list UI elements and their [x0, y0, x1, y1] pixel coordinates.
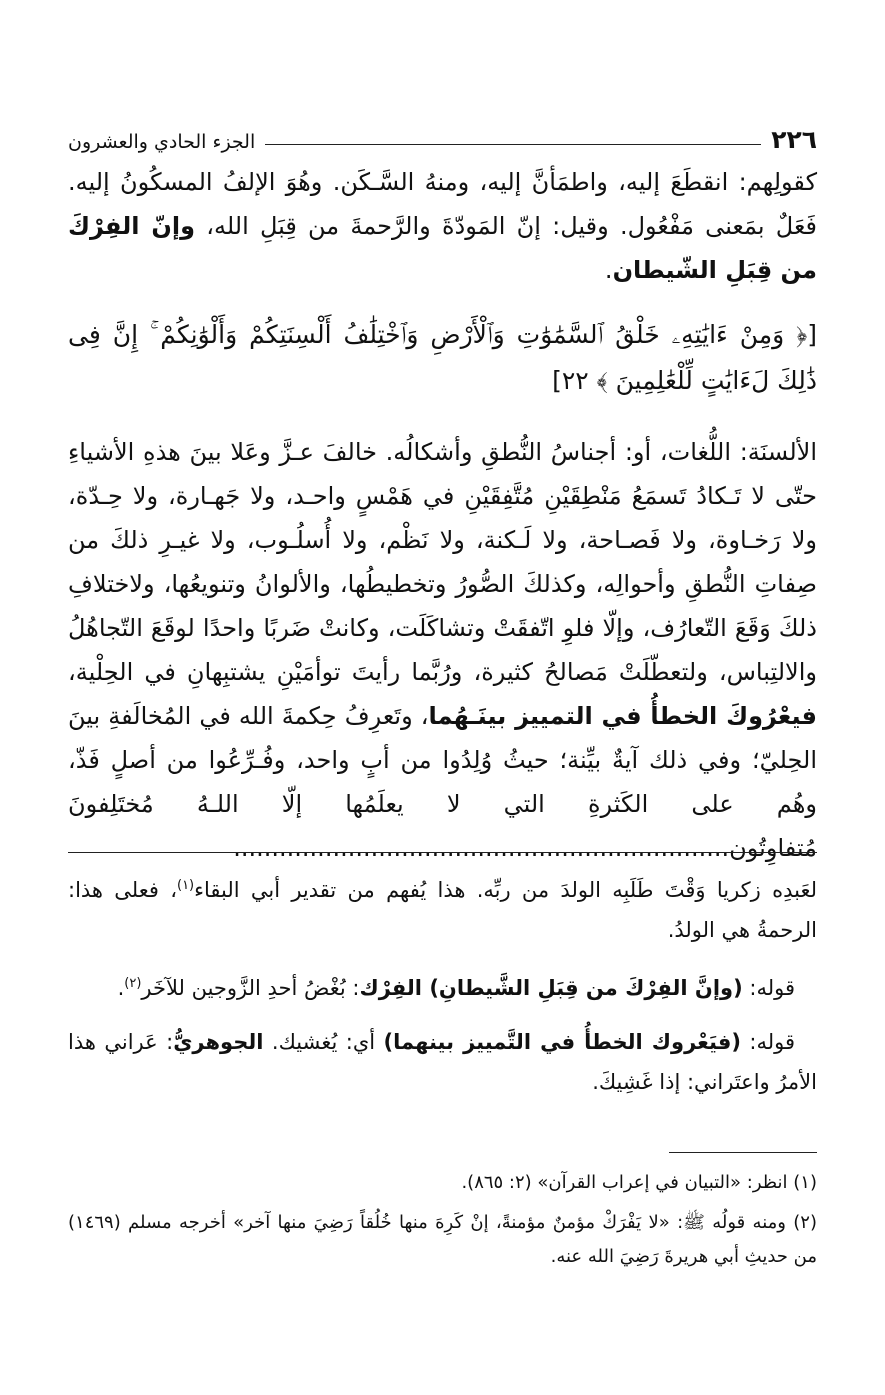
- quran-verse: [﴿ وَمِنْ ءَايَٰتِهِۦ خَلْقُ ٱلسَّمَٰوَٰتِ وَٱلْأَرْضِ وَٱخْتِلَٰفُ أَلْسِنَتِكُمْ وَأَلْوَٰنِكُمْ ۚ إِنَّ فِى ذَٰلِكَ لَءَايَٰتٍ لِّلْعَٰلِمِينَ ﴾ ٢٢]: [68, 320, 817, 395]
- paragraph-text: كقولِهم: انقطَعَ إليه، واطمَأنَّ إليه، ومنهُ السَّـكَن. وهُوَ الإلفُ المسكُونُ إليه. فَعَلٌ بمَعنى مَفْعُول. وقيل: إنّ المَودّةَ والرَّحمةَ من قِبَلِ الله،: [68, 168, 817, 240]
- paragraph-end: .: [604, 256, 613, 284]
- bold-phrase: الجوهريُّ: [173, 1030, 264, 1054]
- commentary-text: قوله:: [740, 1030, 795, 1054]
- commentary-separator: [68, 852, 817, 853]
- header-rule: [265, 144, 761, 145]
- bold-phrase: وإنّ الفِرْكَ من قِبَلِ الشّيطان: [68, 212, 817, 284]
- commentary-text: .: [117, 976, 125, 1000]
- footnote-2: (٢) ومنه قولُه ﷺ: «لا يَفْرَكْ مؤمنٌ مؤمنةً، إنْ كَرِهَ منها خُلُقاً رَضِيَ منها آخر» أخرجه مسلم (١٤٦٩) من حديثِ أبي هريرةَ رَضِيَ الله عنه.: [68, 1212, 817, 1267]
- paragraph-text: الألسنَة: اللُّغات، أو: أجناسُ النُّطقِ وأشكالُه. خالفَ عـزَّ وعَلا بينَ هذهِ الأشياءِ حتّى لا تَـكادُ تَسمَعُ مَنْطِقَيْنِ مُتَّفِقَيْنِ في هَمْسٍ واحـد، ولا جَهـارة، ولا حِـدّة، ولا رَخـاوة، ولا فَصـاحة، ولا لَـكنة، ولا نَظْم، ولا أُسلُـوب، ولا غيـرِ ذلكَ من صِفاتِ النُّطقِ وأحوالِه، وكذلكَ الصُّورُ وتخطيطُها، والألوانُ وتنويعُها، ولاختلافِ ذلكَ وَقَعَ التّعارُف، وإلّا فلوِ اتّفقَتْ وتشاكَلَت، وكانتْ ضَربًا واحدًا لوقَعَ التّجاهُلُ والالتِباس، ولتعطّلَتْ مَصالحُ كثيرة، ورُبَّما رأيتَ توأمَيْنِ يشتبِهانِ في الحِلْية،: [68, 438, 817, 686]
- commentary-paragraph: [68, 866, 817, 950]
- page-header: [68, 112, 817, 152]
- page-number: ٢٢٦: [771, 125, 817, 154]
- footnote-ref: (٢): [124, 976, 142, 991]
- commentary-text: : عَراني هذا الأمرُ واعتَراني: إذا غَشِيكَ.: [68, 1030, 817, 1094]
- commentary-text: قوله:: [742, 976, 795, 1000]
- footnote-ref: (١): [176, 878, 195, 893]
- running-title: الجزء الحادي والعشرون: [68, 131, 256, 153]
- commentary-text: أي: يُغشيك.: [263, 1030, 384, 1054]
- commentary-section: [68, 866, 817, 1116]
- bold-phrase: (وإنَّ الفِرْكَ من قِبَلِ الشَّيطانِ) الفِرْك: [359, 976, 743, 1000]
- commentary-text: لعَبدِه زكريا وَقْتَ طَلَبِه الولدَ من ربِّه. هذا يُفهم من تقدير أبي البقاء: [194, 878, 817, 902]
- bold-phrase: (فيَعْروك الخطأُ في التَّمييز بينهما): [383, 1030, 741, 1054]
- commentary-text: : بُغْضُ أحدِ الزَّوجين للآخَر: [141, 976, 360, 1000]
- paragraph-text: ، وتَعرِفُ حِكمةَ الله في المُخالَفةِ بينَ الحِليّ؛ وفي ذلك آيةٌ بيِّنة؛ حيثُ وُلِدُوا من أبٍ واحد، وفُـرِّعُوا من أصلٍ فَذّ، وهُم على الكَثرةِ التي لا يعلَمُها إلّا اللـهُ مُختَلِفونَ مُتفاوِتُون.: [68, 702, 817, 862]
- commentary-paragraph: [68, 1022, 817, 1102]
- bold-phrase: فيعْرُوكَ الخطأُ في التمييز بينَـهُما: [428, 702, 817, 730]
- commentary-text: ، فعلى هذا: الرحمةُ هي الولدُ.: [68, 878, 817, 942]
- main-text: [68, 160, 817, 870]
- commentary-paragraph: [68, 964, 817, 1008]
- footnotes: [68, 1166, 817, 1280]
- paragraph-sakan: [68, 160, 817, 292]
- footnote-rule: [669, 1152, 817, 1153]
- dotted-leader: ................................................................: [233, 834, 722, 862]
- footnote-1: (١) انظر: «التبيان في إعراب القرآن» (٢: ٨٦٥).: [461, 1172, 817, 1193]
- paragraph-alsina: [68, 430, 817, 870]
